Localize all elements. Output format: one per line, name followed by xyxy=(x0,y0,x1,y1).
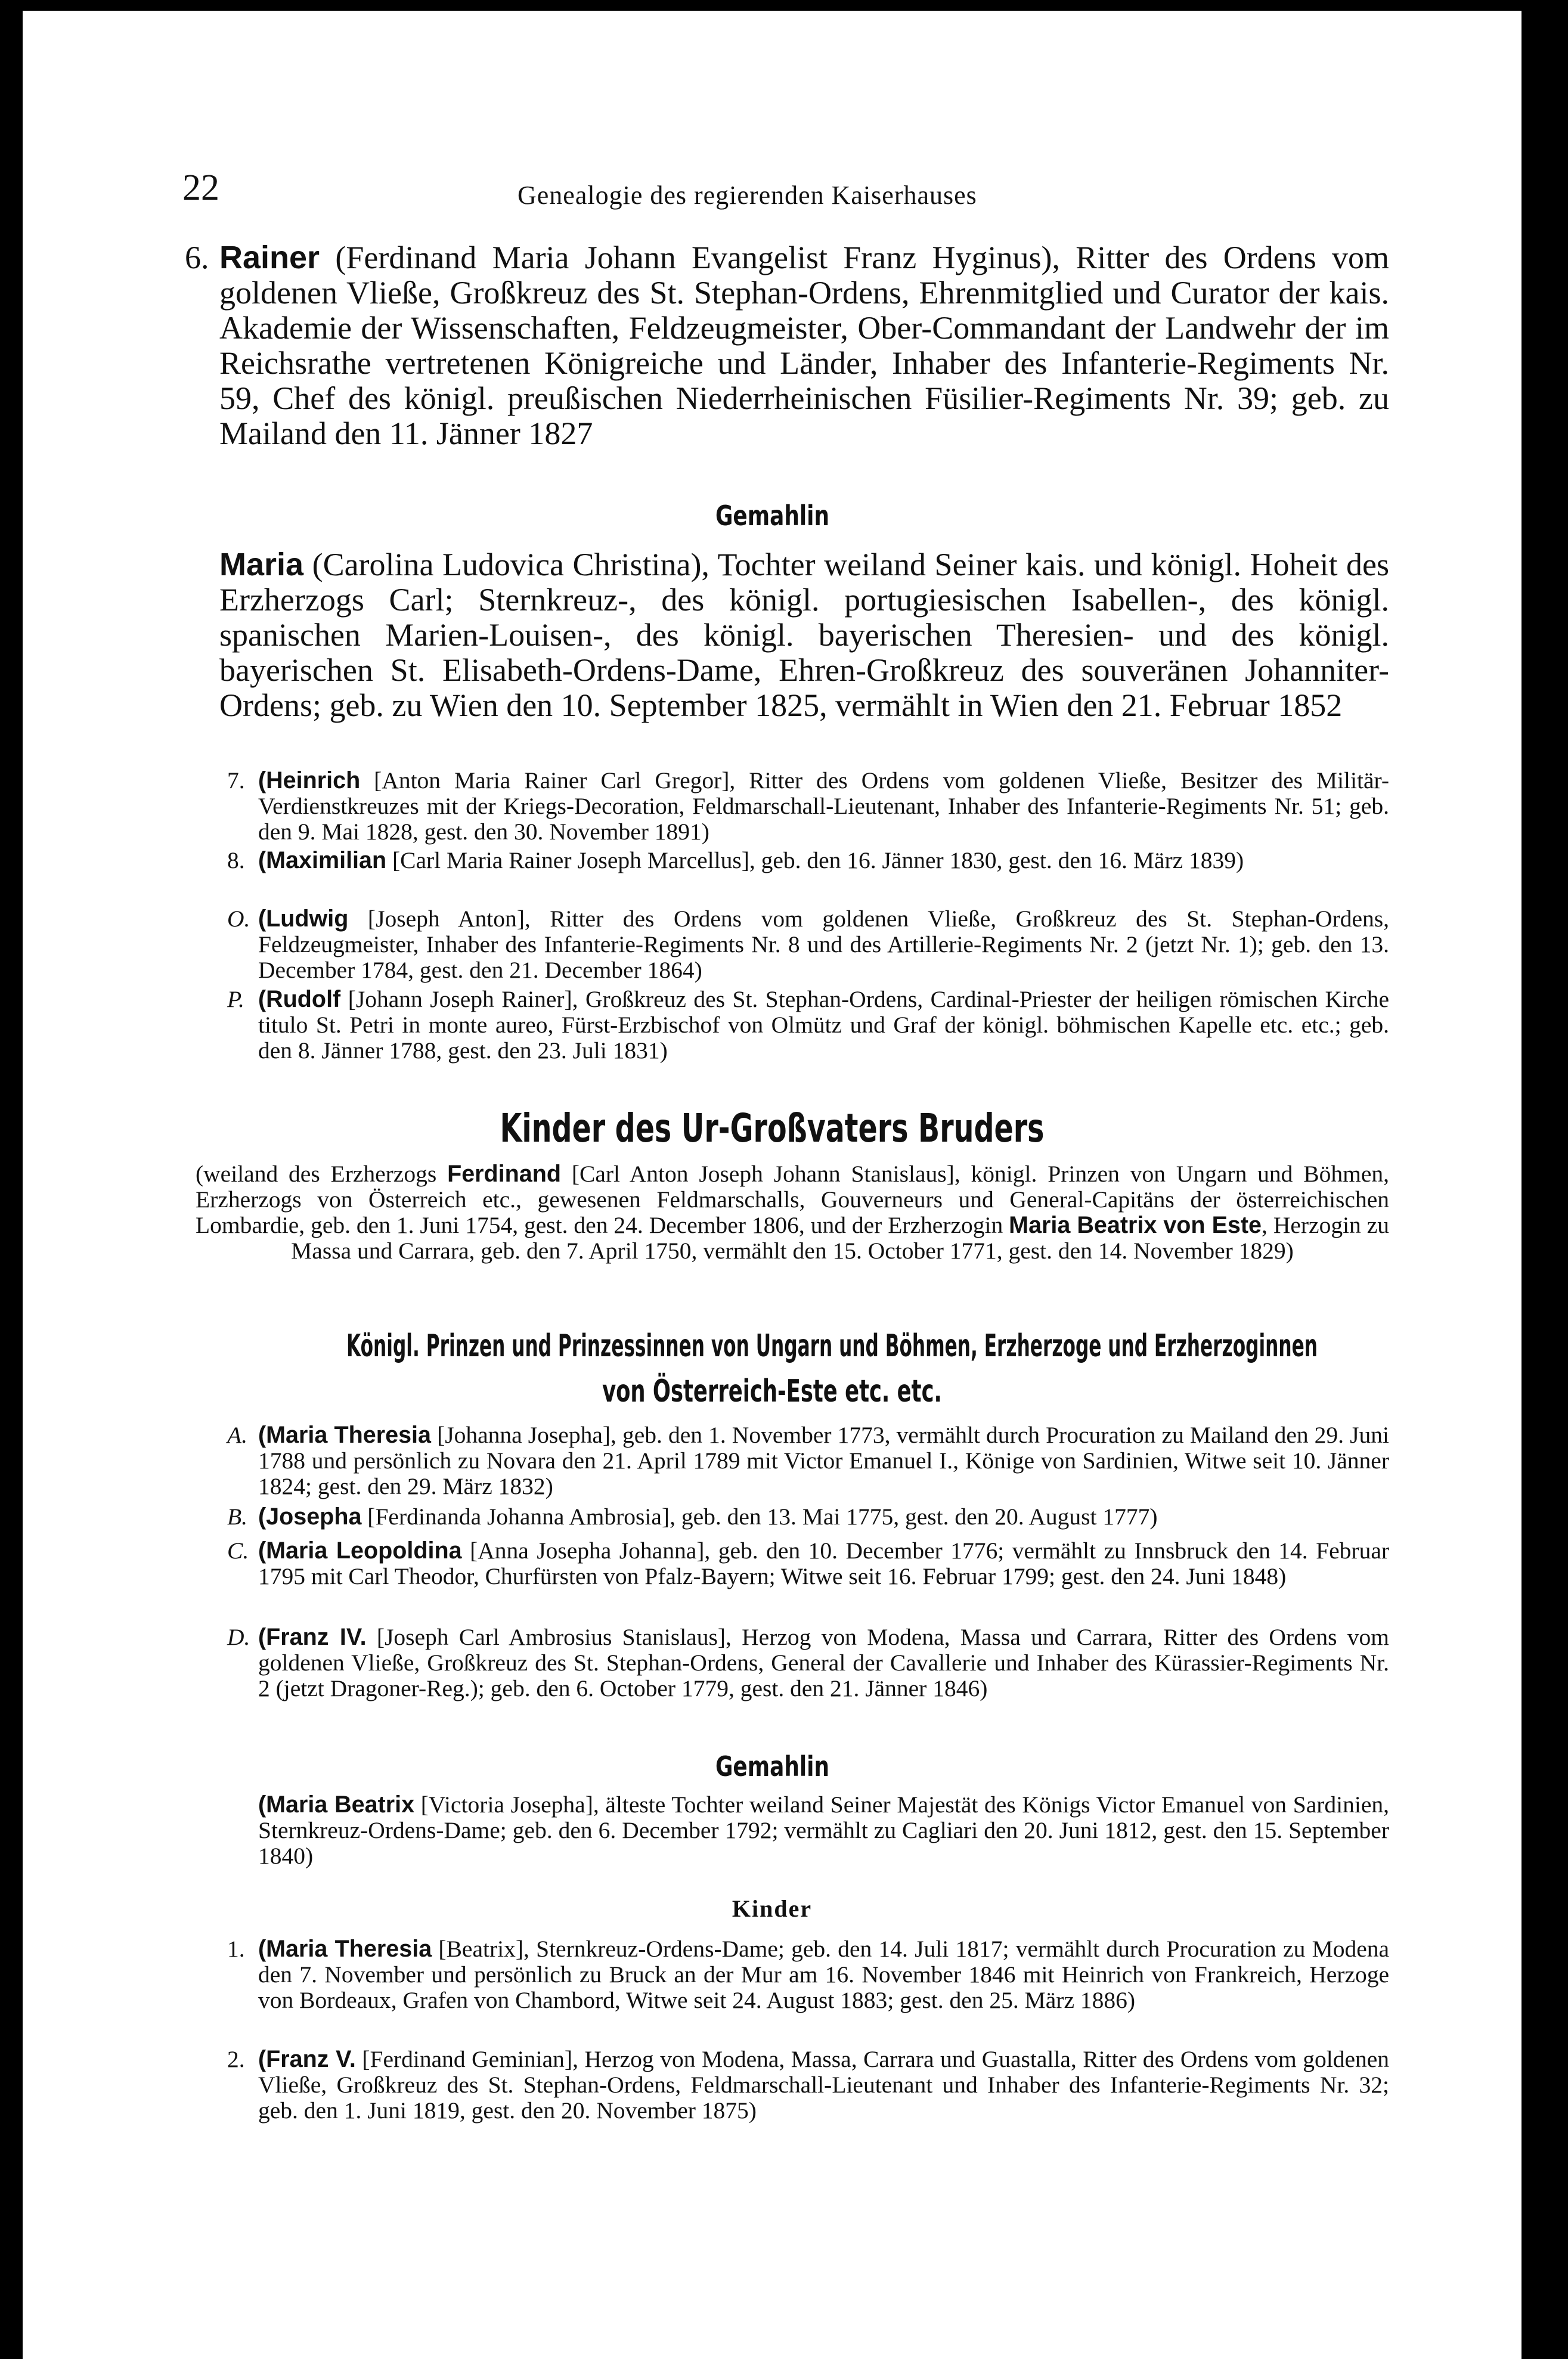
kinder-entry-2: 2. (Franz V. [Ferdinand Geminian], Herzog von Modena, Massa, Carrara und Guastalla, Ritter des Ordens vom goldenen Vließe, Großkreuz des St. Stephan-Ordens, Feldmarschall-Lieutenant und Inhaber des Infanterie-Regiments Nr. 32; geb. den 1. Juni 1819, gest. den 20. November 1875) xyxy=(227,2046,1390,2124)
section-heading-kinder-ur-grossvaters: Kinder des Ur-Großvaters Bruders xyxy=(500,1105,1045,1151)
gemahlin-2-entry: (Maria Beatrix [Victoria Josepha], älteste Tochter weiland Seiner Majestät des Königs Victor Emanuel von Sardinien, Sternkreuz-Ordens-Dame; geb. den 6. December 1792; vermählt zu Cagliari den 20. Juni 1812, gest. den 15. September 1840) xyxy=(258,1791,1389,1869)
entry-6 xyxy=(185,240,1390,451)
scan-border-right xyxy=(1526,0,1568,2359)
entry-text: (Carolina Ludovica Christina), Tochter weiland Seiner kais. und königl. Hoheit des Erzherzogs Carl; Sternkreuz-, des königl. portugiesischen Isabellen-, des königl. spanischen Marien-Louisen-, des königl. bayerischen Theresien- und des königl. bayerischen St. Elisabeth-Ordens-Dame, Ehren-Großkreuz des souveränen Johanniter-Ordens; geb. zu Wien den 10. September 1825, vermählt in Wien den 21. Februar 1852 xyxy=(219,547,1389,723)
gemahlin-entry xyxy=(219,547,1389,723)
entry-c: C. (Maria Leopoldina [Anna Josepha Johanna], geb. den 10. December 1776; vermählt zu Innsbruck den 14. Februar 1795 mit Carl Theodor, Churfürsten von Pfalz-Bayern; Witwe seit 16. Februar 1799; gest. den 24. Juni 1848) xyxy=(227,1537,1390,1589)
entry-name: Rainer xyxy=(219,240,320,275)
section-heading-prinzen-line1: Königl. Prinzen und Prinzessinnen von Ungarn und Böhmen, Erzherzoge und Erzherzoginnen xyxy=(346,1328,1318,1364)
running-header: Genealogie des regierenden Kaiserhauses xyxy=(517,181,977,210)
entry-b: B. (Josepha [Ferdinanda Johanna Ambrosia], geb. den 13. Mai 1775, gest. den 20. August 1777) xyxy=(227,1504,1158,1530)
section-intro: (weiland des Erzherzogs Ferdinand [Carl Anton Joseph Johann Stanislaus], königl. Prinzen von Ungarn und Böhmen, Erzherzogs von Österreich etc., gewesenen Feldmarschalls, Gouverneurs und General-Capitäns der österreichischen Lombardie, geb. den 1. Juni 1754, gest. den 24. December 1806, und der Erzherzogin Maria Beatrix von Este, Herzogin zu Massa und Carrara, geb. den 7. April 1750, vermählt den 15. October 1771, gest. den 14. November 1829) xyxy=(196,1161,1390,1264)
entry-7: 7. (Heinrich [Anton Maria Rainer Carl Gregor], Ritter des Ordens vom goldenen Vließe, Besitzer des Militär-Verdienstkreuzes mit der Kriegs-Decoration, Feldmarschall-Lieutenant, Inhaber des Infanterie-Regiments Nr. 51; geb. den 9. Mai 1828, gest. den 30. November 1891) xyxy=(227,767,1389,845)
entry-d: D. (Franz IV. [Joseph Carl Ambrosius Stanislaus], Herzog von Modena, Massa und Carrara, Ritter des Ordens vom goldenen Vließe, Großkreuz des St. Stephan-Ordens, General der Cavallerie und Inhaber des Kürassier-Regiments Nr. 2 (jetzt Dragoner-Reg.); geb. den 6. October 1779, gest. den 21. Jänner 1846) xyxy=(227,1624,1389,1701)
entry-number: 6. xyxy=(185,240,209,275)
section-heading-kinder: Kinder xyxy=(732,1895,813,1922)
entry-8: 8. (Maximilian [Carl Maria Rainer Joseph Marcellus], geb. den 16. Jänner 1830, gest. den 16. März 1839) xyxy=(227,847,1244,873)
entry-p: P. (Rudolf [Johann Joseph Rainer], Großkreuz des St. Stephan-Ordens, Cardinal-Priester der heiligen römischen Kirche titulo St. Petri in monte aureo, Fürst-Erzbischof von Olmütz und Graf der königl. böhmischen Kapelle etc. etc.; geb. den 8. Jänner 1788, gest. den 23. Juli 1831) xyxy=(227,986,1390,1064)
entry-text: (Ferdinand Maria Johann Evangelist Franz Hyginus), Ritter des Ordens vom goldenen Vließe, Großkreuz des St. Stephan-Ordens, Ehrenmitglied und Curator der kais. Akademie der Wissenschaften, Feldzeugmeister, Ober-Commandant der Landwehr der im Reichsrathe vertretenen Königreiche und Länder, Inhaber des Infanterie-Regiments Nr. 59, Chef des königl. preußischen Niederrheinischen Füsilier-Regiments Nr. 39; geb. zu Mailand den 11. Jänner 1827 xyxy=(219,240,1390,451)
section-heading-prinzen-line2: von Österreich-Este etc. etc. xyxy=(602,1374,942,1409)
page-number: 22 xyxy=(182,168,219,208)
entry-name: Maria xyxy=(219,547,304,582)
entry-a: A. (Maria Theresia [Johanna Josepha], geb. den 1. November 1773, vermählt durch Procuration zu Mailand den 29. Juni 1788 und persönlich zu Novara den 21. April 1789 mit Victor Emanuel I., Könige von Sardinien, Witwe seit 10. Jänner 1824; gest. den 29. März 1832) xyxy=(227,1422,1389,1499)
section-heading-gemahlin-2: Gemahlin xyxy=(715,1750,829,1783)
section-heading-gemahlin: Gemahlin xyxy=(715,500,829,532)
book-page xyxy=(23,11,1521,2359)
kinder-entry-1: 1. (Maria Theresia [Beatrix], Sternkreuz-Ordens-Dame; geb. den 14. Juli 1817; vermählt durch Procuration zu Modena den 7. November und persönlich zu Bruck an der Mur am 16. November 1846 mit Heinrich von Frankreich, Herzoge von Bordeaux, Grafen von Chambord, Witwe seit 24. August 1883; gest. den 25. März 1886) xyxy=(227,1936,1390,2013)
entry-o: O. (Ludwig [Joseph Anton], Ritter des Ordens vom goldenen Vließe, Großkreuz des St. Stephan-Ordens, Feldzeugmeister, Inhaber des Infanterie-Regiments Nr. 8 und des Artillerie-Regiments Nr. 2 (jetzt Nr. 1); geb. den 13. December 1784, gest. den 21. December 1864) xyxy=(227,906,1390,983)
